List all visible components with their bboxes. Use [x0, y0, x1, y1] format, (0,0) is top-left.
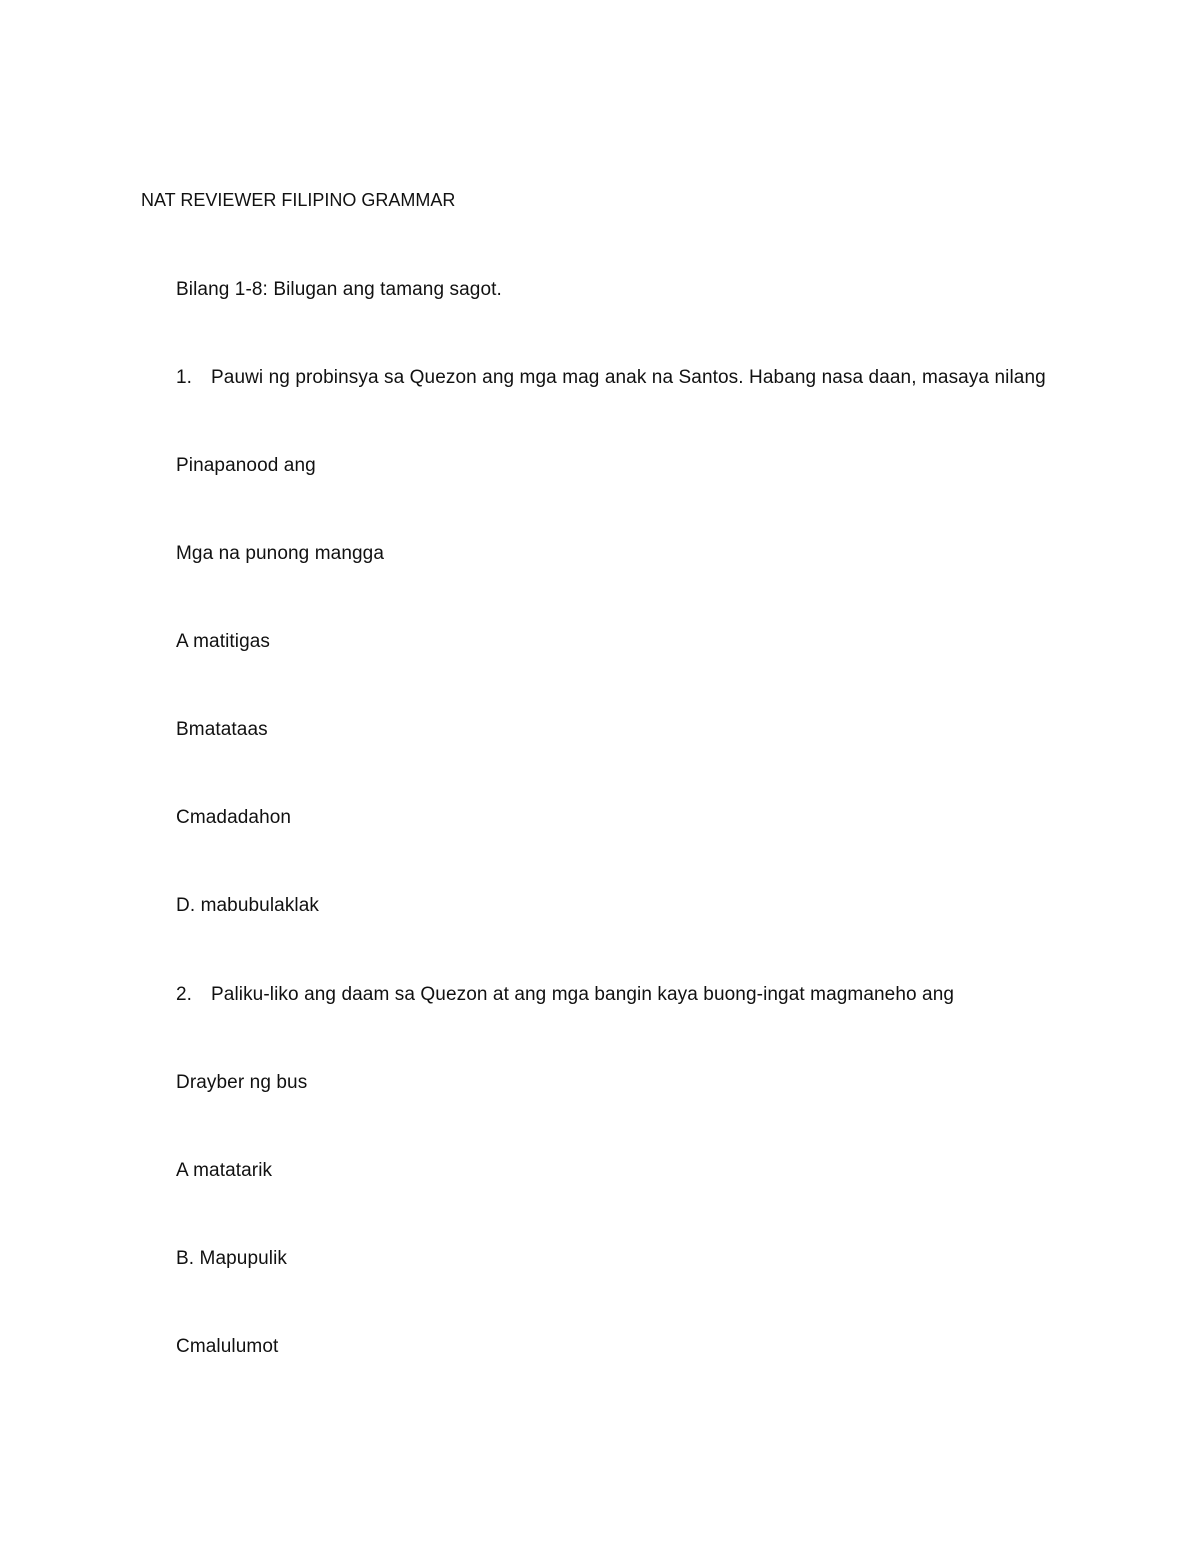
question-2-choice-c: Cmalulumot	[176, 1336, 279, 1357]
question-number: 2.	[176, 984, 193, 1005]
question-1-line-3: Mga na punong mangga	[176, 543, 384, 564]
question-2-choice-a: A matatarik	[176, 1160, 273, 1181]
question-text: Pauwi ng probinsya sa Quezon ang mga mag anak na Santos. Habang nasa daan, masaya nilang	[211, 367, 1046, 388]
question-1-line-2: Pinapanood ang	[176, 455, 316, 476]
question-number: 1.	[176, 367, 193, 388]
question-2-line-2: Drayber ng bus	[176, 1072, 308, 1093]
instruction: Bilang 1-8: Bilugan ang tamang sagot.	[176, 279, 502, 300]
document-title: NAT REVIEWER FILIPINO GRAMMAR	[141, 190, 456, 210]
question-1-choice-b: Bmatataas	[176, 719, 268, 740]
question-1-choice-c: Cmadadahon	[176, 807, 292, 828]
question-text: Paliku-liko ang daam sa Quezon at ang mga bangin kaya buong-ingat magmaneho ang	[211, 984, 955, 1005]
question-2	[176, 983, 954, 1007]
question-1	[176, 366, 1046, 390]
question-1-choice-d: D. mabubulaklak	[176, 895, 320, 916]
question-1-choice-a: A matitigas	[176, 631, 271, 652]
question-2-choice-b: B. Mapupulik	[176, 1248, 288, 1269]
